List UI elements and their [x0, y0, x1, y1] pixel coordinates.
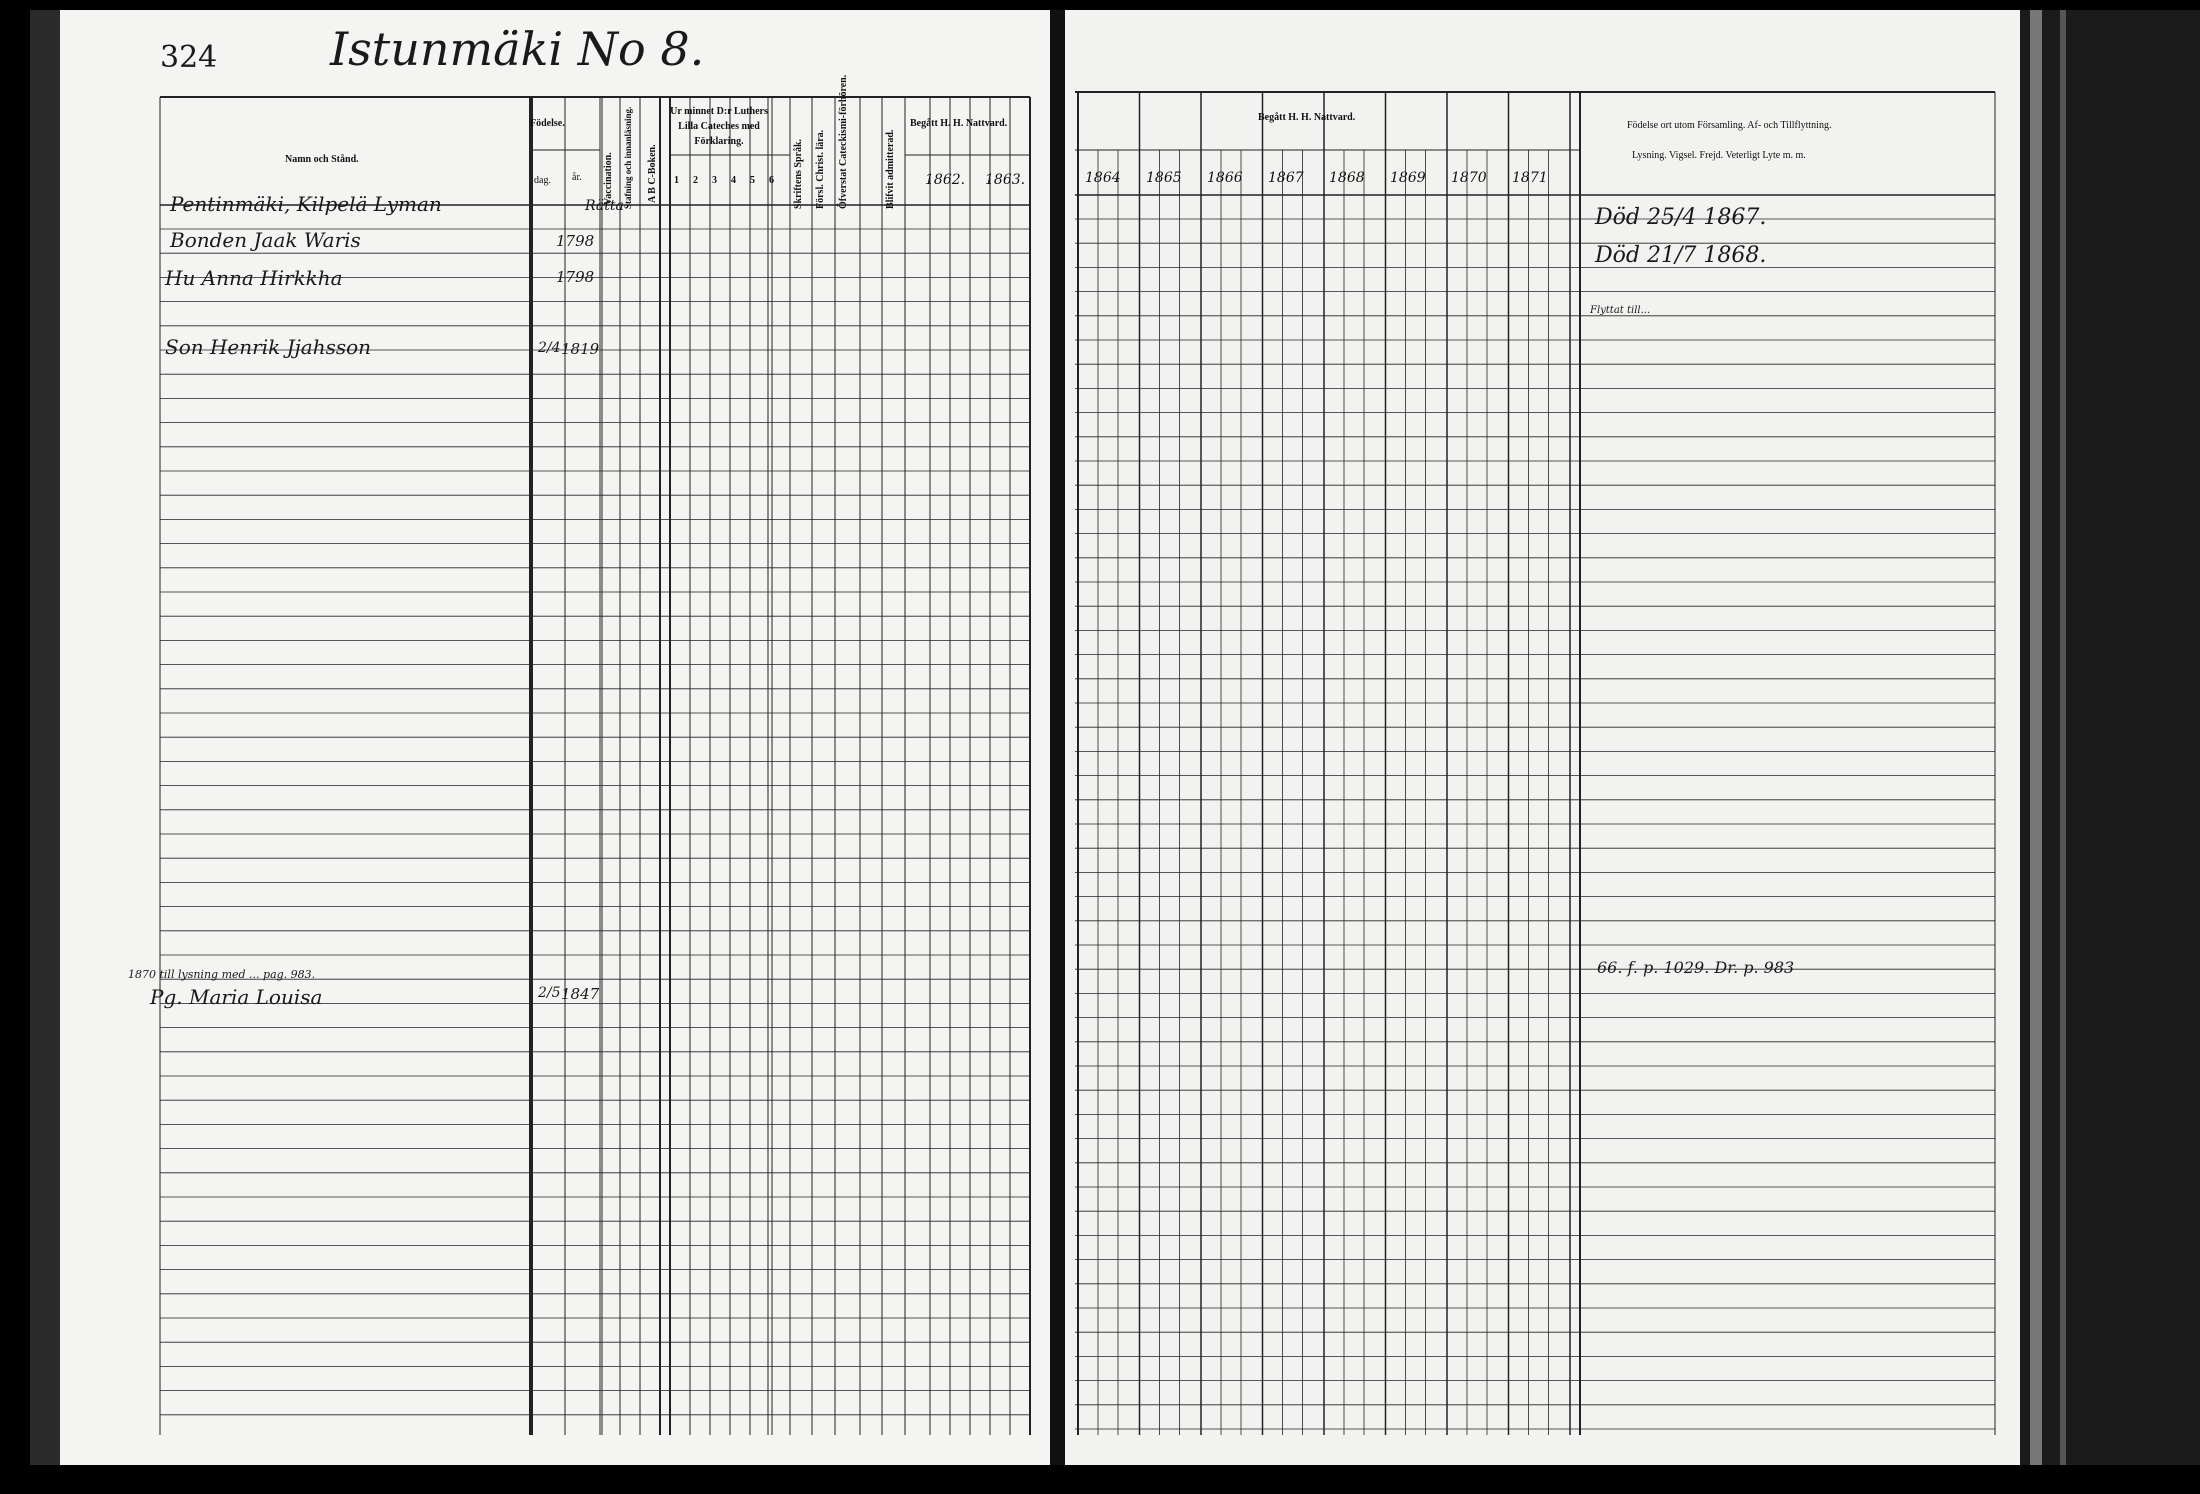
- year-1868: 1868: [1329, 170, 1365, 186]
- header-remarks-2: Lysning. Vigsel. Frejd. Veterligt Lyte m. m.: [1632, 150, 1806, 161]
- header-catechism: Ur minnet D:r Luthers Lilla Cateches med Förklaring.: [670, 106, 768, 147]
- catechism-num-3: 3: [712, 175, 717, 186]
- header-communion-right: Begått H. H. Nattvard.: [1258, 112, 1356, 123]
- header-vaccination: Vaccination.: [603, 152, 614, 205]
- catechism-num-5: 5: [750, 175, 755, 186]
- header-birth-year: år.: [572, 172, 582, 183]
- year-1866: 1866: [1207, 170, 1243, 186]
- remark-5: 66. f. p. 1029. Dr. p. 983: [1597, 958, 1795, 977]
- entry-name-4: Son Henrik Jjahsson: [165, 335, 372, 359]
- side-note: 1870 till lysning med ... pag. 983.: [128, 968, 316, 981]
- header-remarks-1: Födelse ort utom Församling. Af- och Tillflyttning.: [1627, 120, 1832, 131]
- remark-3: Död 21/7 1868.: [1595, 243, 1767, 268]
- header-admitted: Blifvit admitterad.: [885, 129, 896, 209]
- year-1865: 1865: [1146, 170, 1182, 186]
- year-1864: 1864: [1085, 170, 1121, 186]
- header-reading: Stafning och innanläsning.: [623, 106, 633, 209]
- header-christ: Försl. Christ. lära.: [815, 129, 826, 209]
- year-1871: 1871: [1512, 170, 1548, 186]
- catechism-num-2: 2: [693, 175, 698, 186]
- year-1867: 1867: [1268, 170, 1304, 186]
- entry-name-5: Pg. Maria Louisa: [150, 985, 323, 1009]
- year-1862: 1862.: [925, 172, 966, 188]
- catechism-num-6: 6: [769, 175, 774, 186]
- year-1863: 1863.: [985, 172, 1026, 188]
- entry-name-2: Bonden Jaak Waris: [170, 228, 361, 252]
- entry-year-4: 1819: [561, 340, 600, 358]
- entry-name-3: Hu Anna Hirkkha: [165, 266, 343, 290]
- header-birth: Födelse.: [530, 118, 565, 129]
- entry-year-3: 1798: [556, 268, 595, 286]
- catechism-num-1: 1: [674, 175, 679, 186]
- entry-day-4: 2/4: [538, 340, 561, 356]
- entry-vacc-1: Rätta: [585, 198, 624, 214]
- remark-4: Flyttat till...: [1590, 305, 1651, 316]
- header-birth-day: dag.: [534, 175, 551, 186]
- entry-year-2: 1798: [556, 232, 595, 250]
- entry-year-5: 1847: [561, 985, 600, 1003]
- header-abc: A B C-Boken.: [647, 144, 658, 203]
- remark-2: Död 25/4 1867.: [1595, 205, 1767, 230]
- page-number: 324: [160, 40, 218, 75]
- catechism-num-4: 4: [731, 175, 736, 186]
- header-name-col: Namn och Stånd.: [285, 154, 359, 165]
- header-scripture: Skriftens Språk.: [793, 138, 804, 209]
- household-title: Istunmäki No 8.: [330, 22, 705, 76]
- entry-day-5: 2/5: [538, 985, 561, 1001]
- year-1870: 1870: [1451, 170, 1487, 186]
- entry-name-1: Pentinmäki, Kilpelä Lyman: [170, 192, 442, 216]
- year-1869: 1869: [1390, 170, 1426, 186]
- header-communion-left: Begått H. H. Nattvard.: [910, 118, 1008, 129]
- header-other-catechism: Öfverstat Cateckismi-förhören.: [838, 74, 849, 209]
